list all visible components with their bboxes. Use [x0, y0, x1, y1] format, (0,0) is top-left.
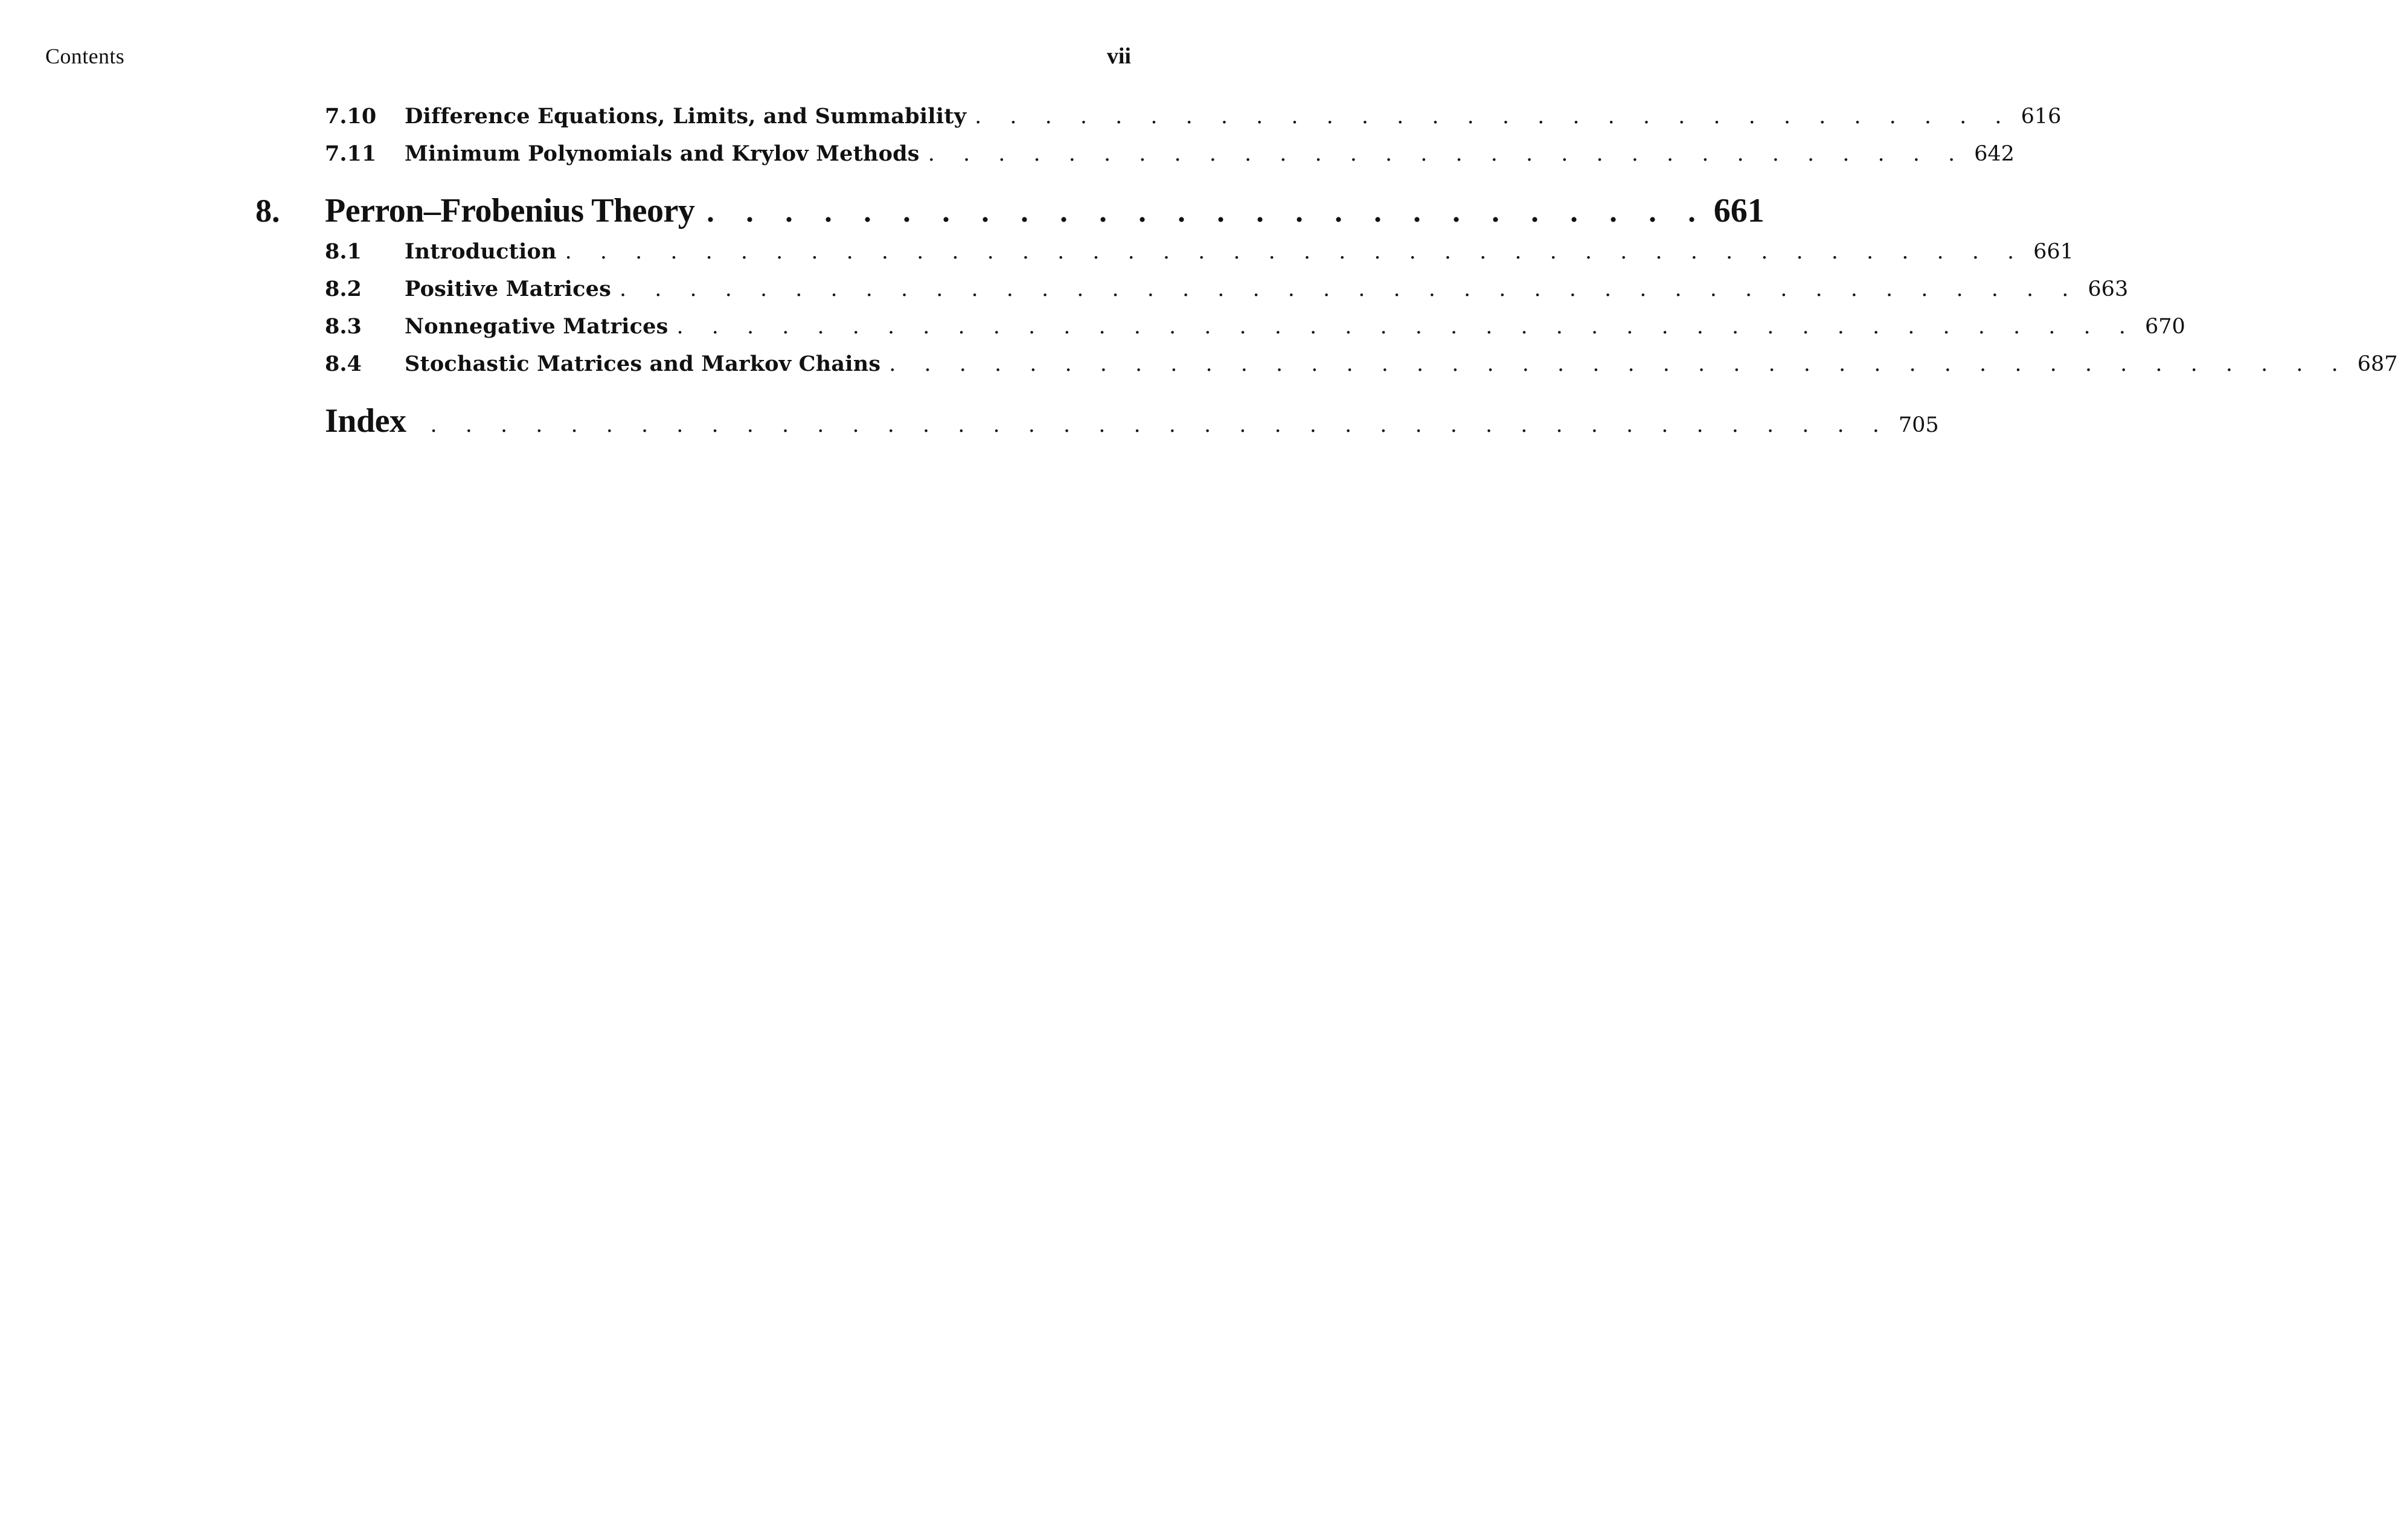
dot-leader: . . . . . . . . . . . . . . . . . . . . . . . . . . . . . . . . . . . . . . . . . . — [430, 413, 1890, 437]
section-number: 7.10 — [325, 104, 377, 129]
section-page: 670 — [2144, 315, 2185, 339]
section-page: 642 — [1974, 142, 2015, 166]
section-page: 663 — [2088, 277, 2129, 301]
dot-leader: . . . . . . . . . . . . . . . . . . . . . . . . . . . . . . — [975, 104, 2013, 129]
toc-index[interactable] — [0, 397, 1939, 445]
page-number: vii — [1106, 43, 1131, 69]
toc-entry-8-1[interactable] — [0, 234, 2074, 270]
section-title: Nonnegative Matrices — [405, 314, 668, 339]
running-header — [45, 41, 1131, 71]
toc-chapter-8[interactable] — [0, 187, 1765, 235]
section-number: 8.3 — [325, 314, 362, 339]
section-number: 8.4 — [325, 351, 362, 376]
section-number: 8.1 — [325, 239, 362, 264]
running-title: Contents — [45, 44, 125, 68]
section-page: 616 — [2021, 104, 2062, 129]
dot-leader: . . . . . . . . . . . . . . . . . . . . . . . . . . . . . . . . . . . . . . . . . . — [565, 240, 2025, 264]
dot-leader: . . . . . . . . . . . . . . . . . . . . . . . . . . . . . . . . . . . . . . . . . . — [676, 315, 2137, 339]
section-page: 687 — [2357, 352, 2398, 376]
dot-leader: . . . . . . . . . . . . . . . . . . . . . . . . . . — [707, 194, 1708, 228]
dot-leader: . . . . . . . . . . . . . . . . . . . . . . . . . . . . . . — [928, 142, 1966, 166]
chapter-number: 8. — [255, 193, 280, 229]
section-title: Stochastic Matrices and Markov Chains — [405, 351, 881, 376]
toc-entry-8-3[interactable] — [0, 309, 2185, 345]
toc-entry-7-10[interactable] — [0, 98, 2062, 135]
section-title: Positive Matrices — [405, 277, 611, 301]
section-title: Minimum Polynomials and Krylov Methods — [405, 141, 920, 166]
toc-entry-8-2[interactable] — [0, 271, 2129, 307]
chapter-page: 661 — [1713, 192, 1765, 229]
toc-entry-7-11[interactable] — [0, 136, 2015, 172]
section-title: Difference Equations, Limits, and Summability — [405, 104, 967, 129]
dot-leader: . . . . . . . . . . . . . . . . . . . . . . . . . . . . . . . . . . . . . . . . . . — [889, 352, 2349, 376]
chapter-title: Perron–Frobenius Theory — [325, 192, 695, 229]
index-title: Index — [325, 402, 406, 440]
section-title: Introduction — [405, 239, 557, 264]
section-page: 661 — [2033, 240, 2074, 264]
section-number: 8.2 — [325, 277, 362, 301]
section-number: 7.11 — [325, 141, 377, 166]
toc-entry-8-4[interactable] — [0, 346, 2398, 382]
dot-leader: . . . . . . . . . . . . . . . . . . . . . . . . . . . . . . . . . . . . . . . . . . — [619, 277, 2080, 301]
index-page: 705 — [1898, 413, 1939, 437]
